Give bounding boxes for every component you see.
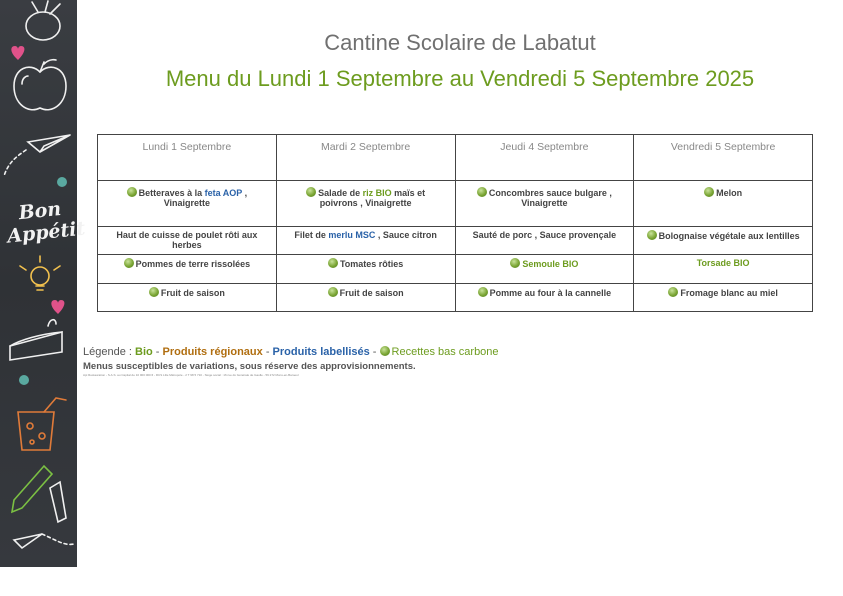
- bon-appetit-text: [4, 196, 87, 248]
- low-carbon-icon: [124, 258, 134, 268]
- lightbulb-icon: [20, 256, 60, 290]
- menu-cell: Salade de riz BIO maïs et poivrons , Vinaigrette: [276, 181, 455, 227]
- menu-cell: Pomme au four à la cannelle: [455, 284, 634, 312]
- availability-notice: Menus susceptibles de variations, sous réserve des approvisionnements.: [83, 361, 416, 372]
- sidebar-illustrations: [0, 0, 87, 567]
- low-carbon-icon: [328, 287, 338, 297]
- low-carbon-icon: [477, 187, 487, 197]
- day-header: Jeudi 4 Septembre: [455, 135, 634, 181]
- low-carbon-icon: [328, 258, 338, 268]
- appetit-text: Appétit: [6, 217, 87, 248]
- menu-cell: Filet de merlu MSC , Sauce citron: [276, 227, 455, 255]
- labelled-product: feta AOP: [204, 188, 243, 198]
- menu-cell: Tomates rôties: [276, 255, 455, 284]
- beet-icon: [26, 1, 60, 40]
- low-carbon-icon: [127, 187, 137, 197]
- labelled-product: merlu MSC: [328, 230, 376, 240]
- low-carbon-icon: [478, 287, 488, 297]
- menu-cell: Pommes de terre rissolées: [98, 255, 277, 284]
- decorative-sidebar: [0, 0, 87, 567]
- menu-cell: [455, 255, 634, 284]
- low-carbon-icon: [647, 230, 657, 240]
- day-header: Vendredi 5 Septembre: [634, 135, 813, 181]
- apple-icon: [14, 60, 66, 110]
- heart-icon: [11, 46, 64, 314]
- low-carbon-icon: [306, 187, 316, 197]
- page-title: Cantine Scolaire de Labatut: [324, 30, 596, 55]
- day-header: Mardi 2 Septembre: [276, 135, 455, 181]
- bon-text: Bon: [17, 197, 63, 225]
- menu-cell: Fruit de saison: [276, 284, 455, 312]
- legend-regional: Produits régionaux: [162, 346, 263, 358]
- low-carbon-icon: [704, 187, 714, 197]
- legend-bio: Bio: [135, 346, 153, 358]
- menu-row-side: [98, 255, 813, 284]
- fine-print: Api Restauration - S.A.S. au Capital de 10 000 000 € - RCS Lille Métropole - 2 T 98 5 710 - Siège social : 16 rue du Générale de Gaulle - 59 272 Mons-en-Baroeul: [83, 373, 299, 377]
- pencil-icon: [50, 482, 66, 522]
- page-subtitle: Menu du Lundi 1 Septembre au Vendredi 5 Septembre 2025: [165, 66, 755, 91]
- menu-cell: Concombres sauce bulgare , Vinaigrette: [455, 181, 634, 227]
- menu-cell: [634, 255, 813, 284]
- menu-cell: Bolognaise végétale aux lentilles: [634, 227, 813, 255]
- menu-header-row: [98, 135, 813, 181]
- low-carbon-icon: [380, 346, 390, 356]
- legend: Légende : Bio - Produits régionaux - Produits labellisés - Recettes bas carbone: [83, 346, 499, 358]
- low-carbon-icon: [149, 287, 159, 297]
- low-carbon-icon: [510, 258, 520, 268]
- legend-carbon: Recettes bas carbone: [391, 346, 499, 358]
- day-header: Lundi 1 Septembre: [98, 135, 277, 181]
- menu-cell: Betteraves à la feta AOP , Vinaigrette: [98, 181, 277, 227]
- menu-cell: Melon: [634, 181, 813, 227]
- drink-icon: [18, 398, 66, 450]
- menu-cell: Fromage blanc au miel: [634, 284, 813, 312]
- menu-cell: Haut de cuisse de poulet rôti aux herbes: [98, 227, 277, 255]
- menu-row-dessert: [98, 284, 813, 312]
- menu-row-starter: [98, 181, 813, 227]
- paper-plane-icon: [14, 534, 74, 548]
- low-carbon-icon: [668, 287, 678, 297]
- legend-labelled: Produits labellisés: [272, 346, 370, 358]
- menu-cell: Sauté de porc , Sauce provençale: [455, 227, 634, 255]
- bio-product: Torsade BIO: [696, 258, 750, 268]
- menu-row-main: [98, 227, 813, 255]
- pencil-icon: [12, 466, 52, 512]
- bio-product: riz BIO: [362, 188, 392, 198]
- cake-icon: [10, 320, 62, 360]
- paper-plane-icon: [4, 135, 70, 176]
- menu-table: [97, 134, 813, 312]
- bio-product: Semoule BIO: [522, 259, 579, 269]
- menu-cell: Fruit de saison: [98, 284, 277, 312]
